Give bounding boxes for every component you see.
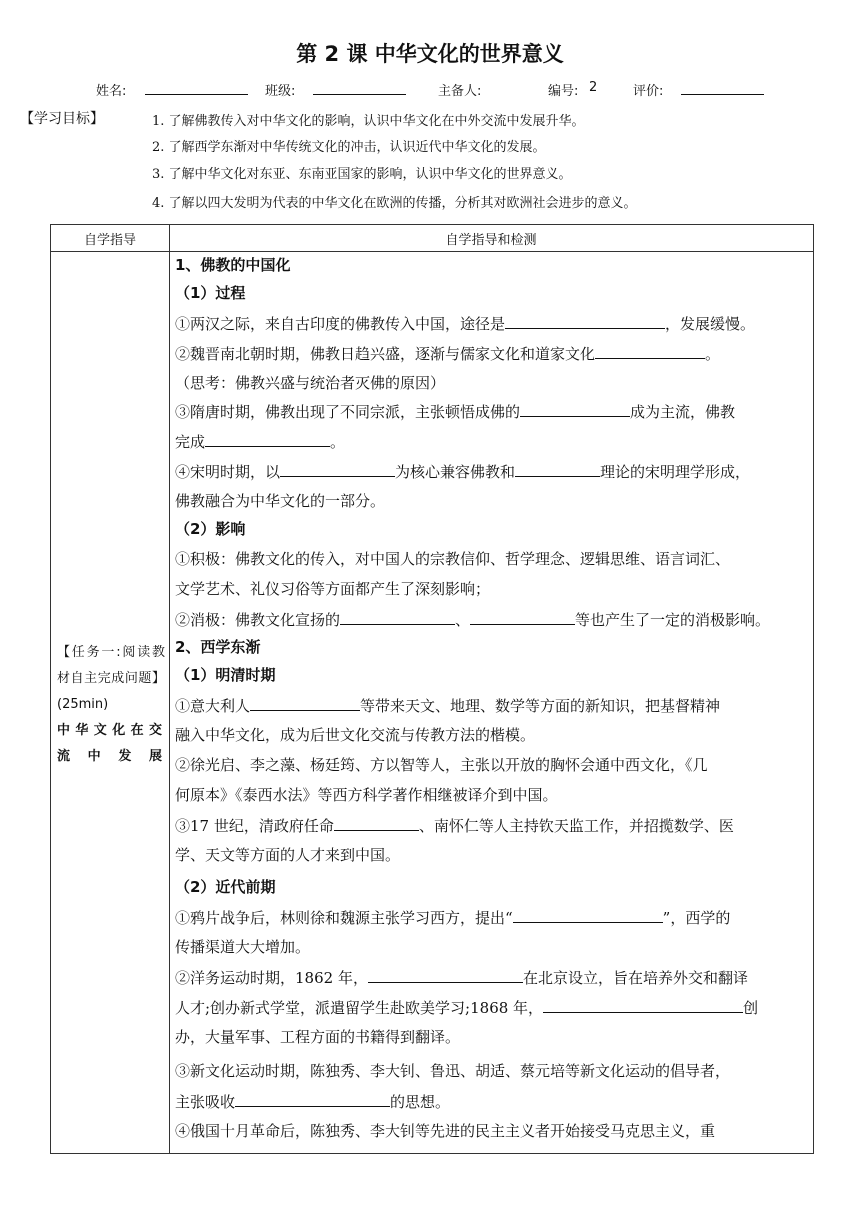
answer-blank[interactable]	[340, 609, 455, 625]
section-1-1-title: （1）过程	[175, 284, 246, 302]
answer-blank[interactable]	[595, 343, 705, 359]
goal-item-2: 2. 了解西学东渐对中华传统文化的冲击，认识近代中华文化的发展。	[152, 140, 546, 155]
text-line: 完成 。	[175, 433, 346, 451]
answer-blank[interactable]	[505, 313, 665, 329]
text-line: 何原本》《泰西水法》等西方科学著作相继被译介到中国。	[175, 786, 558, 804]
goal-item-1: 1. 了解佛教传入对中华文化的影响，认识中华文化在中外交流中发展升华。	[152, 114, 585, 129]
column-divider	[169, 225, 170, 1153]
section-2-1-title: （1）明清时期	[175, 666, 276, 684]
page-title: 第 2 课 中华文化的世界意义	[296, 42, 564, 66]
class-blank[interactable]	[313, 94, 406, 95]
text-line: 主张吸收 的思想。	[175, 1093, 451, 1111]
answer-blank[interactable]	[470, 609, 575, 625]
answer-blank[interactable]	[205, 431, 330, 447]
number-label: 编号:	[548, 84, 579, 99]
header-divider	[51, 251, 813, 252]
text-line: 学、天文等方面的人才来到中国。	[175, 846, 401, 864]
section-2-title: 2、西学东渐	[175, 638, 261, 656]
text-line: 佛教融合为中华文化的一部分。	[175, 492, 386, 510]
text-line: 传播渠道大大增加。	[175, 938, 311, 956]
section-1-title: 1、佛教的中国化	[175, 256, 291, 274]
text-line: ②洋务运动时期，1862 年， 在北京设立，旨在培养外交和翻译	[175, 969, 748, 987]
text-line: ③隋唐时期，佛教出现了不同宗派，主张顿悟成佛的 成为主流，佛教	[175, 403, 736, 421]
study-table	[50, 224, 814, 1154]
goal-item-4: 4. 了解以四大发明为代表的中华文化在欧洲的传播，分析其对欧洲社会进步的意义。	[152, 196, 637, 211]
task-topic: 中华文化在交流中发展	[57, 723, 165, 764]
goals-heading: 【学习目标】	[20, 111, 104, 127]
text-line: ①意大利人 等带来天文、地理、数学等方面的新知识，把基督精神	[175, 697, 721, 715]
answer-blank[interactable]	[280, 461, 395, 477]
text-line: ①鸦片战争后，林则徐和魏源主张学习西方，提出“ ”，西学的	[175, 909, 731, 927]
section-2-2-title: （2）近代前期	[175, 878, 276, 896]
answer-blank[interactable]	[334, 815, 419, 831]
text-line: ①两汉之际，来自古印度的佛教传入中国，途径是 ，发展缓慢。	[175, 315, 756, 333]
answer-blank[interactable]	[513, 907, 663, 923]
number-value: 2	[589, 80, 598, 95]
answer-blank[interactable]	[520, 401, 630, 417]
answer-blank[interactable]	[235, 1091, 390, 1107]
answer-blank[interactable]	[543, 997, 743, 1013]
answer-blank[interactable]	[515, 461, 600, 477]
col2-header: 自学指导和检测	[445, 233, 537, 248]
text-line: ④俄国十月革命后，陈独秀、李大钊等先进的民主主义者开始接受马克思主义，重	[175, 1122, 716, 1140]
section-1-2-title: （2）影响	[175, 520, 246, 538]
col1-header: 自学指导	[83, 233, 136, 248]
name-blank[interactable]	[145, 94, 248, 95]
rating-blank[interactable]	[681, 94, 764, 95]
text-line: 办，大量军事、工程方面的书籍得到翻译。	[175, 1028, 461, 1046]
text-line: 人才;创办新式学堂，派遣留学生赴欧美学习;1868 年， 创	[175, 999, 759, 1017]
student-info-row	[0, 80, 860, 100]
text-line: 融入中华文化，成为后世文化交流与传教方法的楷模。	[175, 726, 536, 744]
rating-label: 评价:	[633, 84, 664, 99]
text-line: 文学艺术、礼仪习俗等方面都产生了深刻影响；	[175, 580, 491, 598]
task-label: 【任务一:阅读教材自主完成问题】(25min)	[57, 645, 165, 712]
text-line: ②消极：佛教文化宣扬的 、 等也产生了一定的消极影响。	[175, 611, 771, 629]
name-label: 姓名:	[96, 84, 127, 99]
text-line: ③17 世纪，清政府任命 、南怀仁等人主持钦天监工作，并招揽数学、医	[175, 817, 734, 835]
answer-blank[interactable]	[250, 695, 360, 711]
text-line: ④宋明时期，以 为核心兼容佛教和 理论的宋明理学形成，	[175, 463, 751, 481]
think-note: （思考：佛教兴盛与统治者灭佛的原因）	[175, 374, 446, 392]
text-line: ③新文化运动时期，陈独秀、李大钊、鲁迅、胡适、蔡元培等新文化运动的倡导者，	[175, 1062, 731, 1080]
text-line: ②魏晋南北朝时期，佛教日趋兴盛，逐渐与儒家文化和道家文化 。	[175, 345, 721, 363]
goal-item-3: 3. 了解中华文化对东亚、东南亚国家的影响，认识中华文化的世界意义。	[152, 167, 572, 182]
answer-blank[interactable]	[368, 967, 523, 983]
text-line: ②徐光启、李之藻、杨廷筠、方以智等人，主张以开放的胸怀会通中西文化，《几	[175, 756, 708, 774]
preparer-label: 主备人:	[438, 84, 482, 99]
text-line: ①积极：佛教文化的传入，对中国人的宗教信仰、哲学理念、逻辑思维、语言词汇、	[175, 550, 731, 568]
class-label: 班级:	[265, 84, 296, 99]
task-cell	[57, 640, 165, 770]
